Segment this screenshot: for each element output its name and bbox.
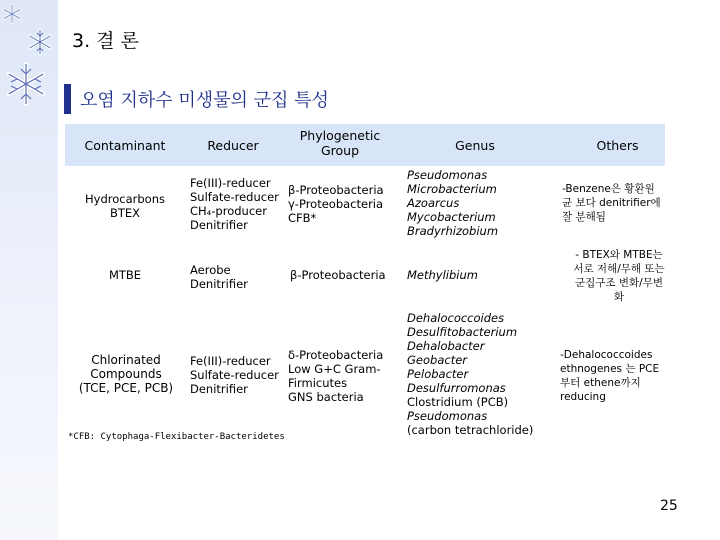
line: Hydrocarbons xyxy=(85,192,165,206)
row-divider xyxy=(65,166,665,167)
line: reducing xyxy=(560,391,606,403)
line: Chlorinated xyxy=(91,353,161,367)
header-reducer: Reducer xyxy=(207,138,259,153)
footnote: *CFB: Cytophaga-Flexibacter-Bacteridetes xyxy=(68,432,285,442)
line: -Dehalococcoides xyxy=(560,349,653,361)
header-genus: Genus xyxy=(455,138,495,153)
line: Denitrifier xyxy=(190,277,248,291)
line: Denitrifier xyxy=(190,382,248,396)
cell-others xyxy=(562,182,680,224)
cell-contaminant xyxy=(70,192,180,220)
cell-others xyxy=(558,248,680,304)
line: Sulfate-reducer xyxy=(190,368,279,382)
slide-title: 3. 결 론 xyxy=(72,30,139,52)
line: Fe(III)-reducer xyxy=(190,176,271,190)
line: Bradyrhizobium xyxy=(407,224,499,238)
line: 화 xyxy=(613,291,625,303)
line: Aerobe xyxy=(190,263,231,277)
line: Methylibium xyxy=(407,268,478,282)
line: Fe(III)-reducer xyxy=(190,354,271,368)
line: Dehalobacter xyxy=(407,339,485,353)
line: Desulfitobacterium xyxy=(407,325,518,339)
row-divider xyxy=(65,306,665,307)
header-phylogenetic-group: Phylogenetic Group xyxy=(299,128,381,158)
cell-phylogenetic-group xyxy=(288,183,398,225)
line: δ-Proteobacteria xyxy=(288,348,384,362)
cell-phylogenetic-group xyxy=(290,268,400,282)
cell-genus xyxy=(407,268,547,282)
line: Denitrifier xyxy=(190,218,248,232)
line: Firmicutes xyxy=(288,376,348,390)
line: Clostridium (PCB) xyxy=(407,395,509,409)
line: Desulfurromonas xyxy=(407,381,506,395)
line: Low G+C Gram- xyxy=(288,362,381,376)
line: 군집구조 변화/무변 xyxy=(574,277,664,289)
slide-subtitle: 오염 지하수 미생물의 군집 특성 xyxy=(80,90,329,111)
cell-contaminant xyxy=(70,268,180,282)
line: CFB* xyxy=(288,211,317,225)
row-divider xyxy=(65,246,665,247)
cell-genus xyxy=(407,168,547,238)
header-others: Others xyxy=(596,138,639,153)
line: Sulfate-reducer xyxy=(190,190,279,204)
line: 부터 ethene까지 xyxy=(560,377,641,389)
page-number: 25 xyxy=(660,498,678,514)
line: β-Proteobacteria xyxy=(288,183,384,197)
cell-phylogenetic-group xyxy=(288,348,398,404)
line: Pseudomonas xyxy=(407,409,488,423)
line: -Benzene은 황환원 xyxy=(562,183,655,195)
line: Dehalococcoides xyxy=(407,311,505,325)
cell-contaminant xyxy=(66,353,186,395)
line: Pseudomonas xyxy=(407,168,488,182)
line: CH₄-producer xyxy=(190,204,267,218)
line: Pelobacter xyxy=(407,367,469,381)
line: 서로 저해/무해 또는 xyxy=(573,263,665,275)
line: (carbon tetrachloride) xyxy=(407,423,534,437)
cell-others xyxy=(560,348,682,404)
line: γ-Proteobacteria xyxy=(288,197,384,211)
line: Mycobacterium xyxy=(407,210,496,224)
line: Geobacter xyxy=(407,353,468,367)
cell-reducer xyxy=(190,263,285,291)
line: MTBE xyxy=(108,268,142,282)
header-contaminant: Contaminant xyxy=(84,138,166,153)
cell-reducer xyxy=(190,354,285,396)
line: - BTEX와 MTBE는 xyxy=(575,249,663,261)
line: Microbacterium xyxy=(407,182,497,196)
line: BTEX xyxy=(109,206,141,220)
cell-genus xyxy=(407,311,547,437)
line: Compounds xyxy=(90,367,162,381)
line: β-Proteobacteria xyxy=(290,268,386,282)
cell-reducer xyxy=(190,176,285,232)
line: (TCE, PCE, PCB) xyxy=(78,381,174,395)
line: GNS bacteria xyxy=(288,390,364,404)
line: ethnogenes 는 PCE xyxy=(560,363,660,375)
line: Azoarcus xyxy=(407,196,460,210)
line: 균 보다 denitrifier에 xyxy=(562,197,661,209)
line: 잘 분해됨 xyxy=(562,211,606,223)
